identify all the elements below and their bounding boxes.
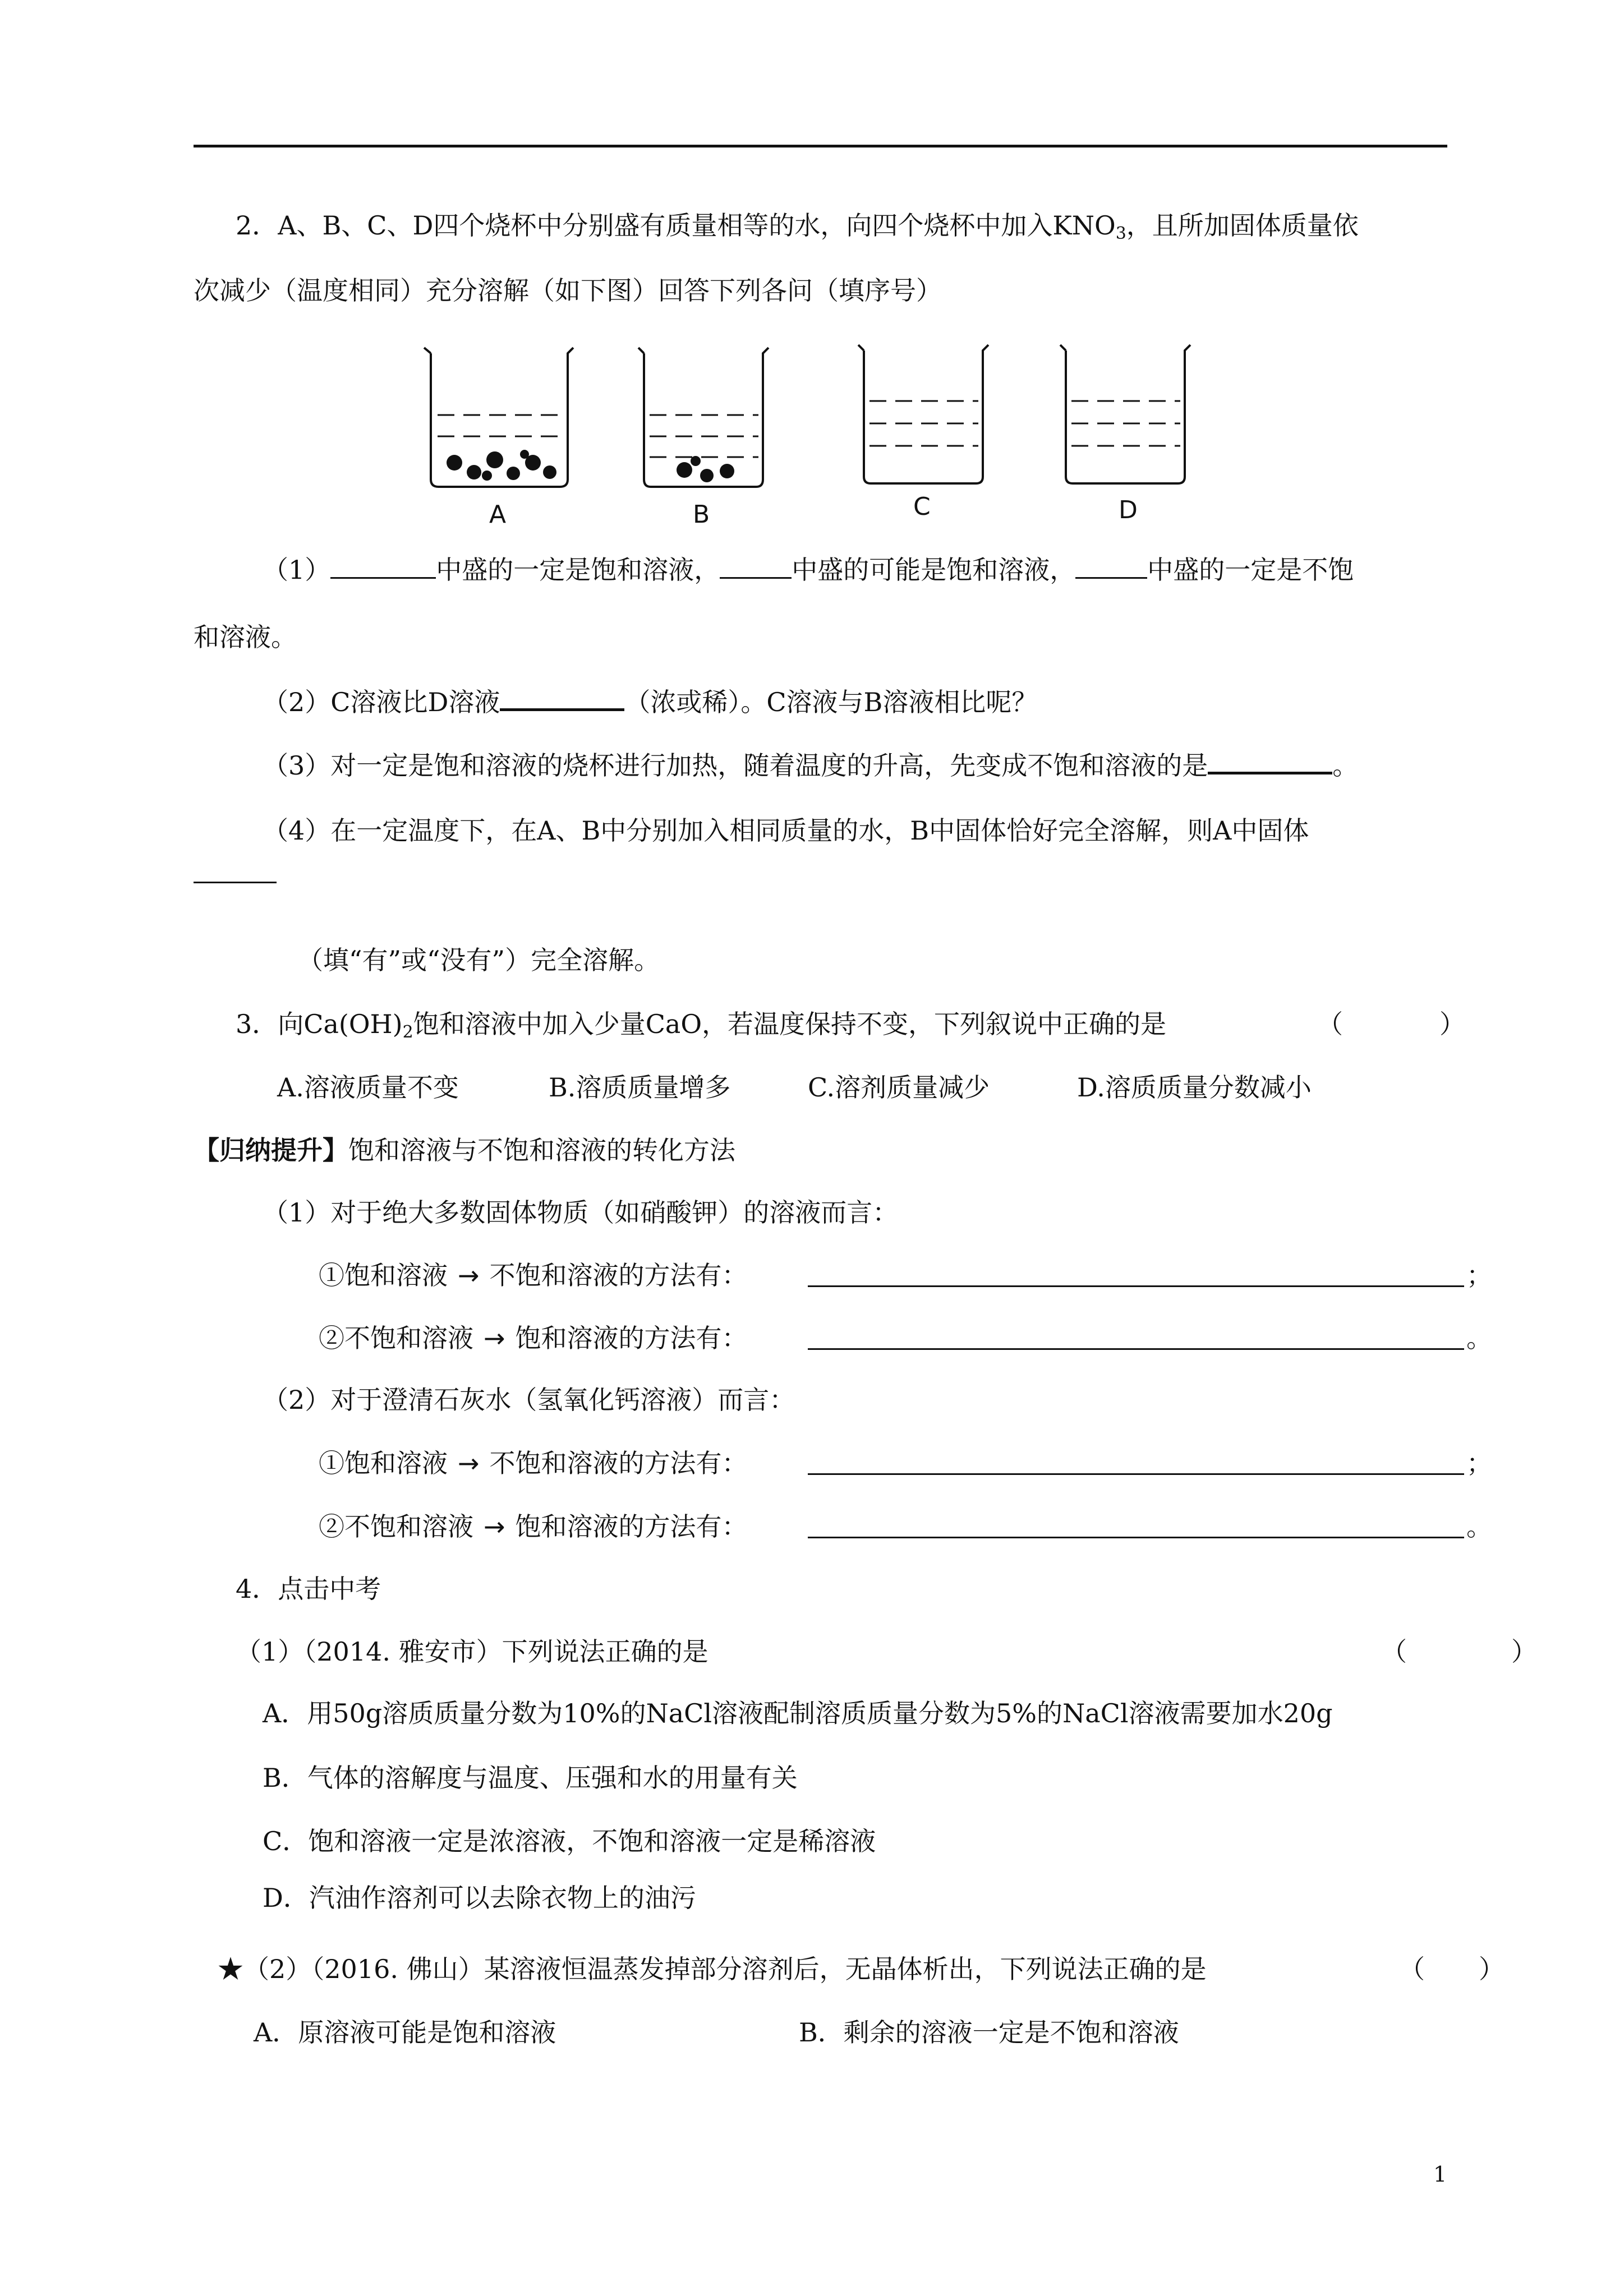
q4-title: 4．点击中考: [236, 1574, 381, 1604]
beaker-d-outline: [1060, 345, 1190, 483]
answer-blank[interactable]: [194, 882, 277, 883]
summary-part2-a: ①饱和溶液 → 不饱和溶液的方法有：: [319, 1446, 748, 1480]
page-number: 1: [1433, 2162, 1447, 2187]
q4-sub2-option-b: B．剩余的溶液一定是不饱和溶液: [799, 2017, 1179, 2048]
beaker-label-b: B: [693, 500, 710, 529]
answer-blank[interactable]: [808, 1451, 1464, 1475]
answer-blank[interactable]: [808, 1514, 1464, 1538]
q4-sub1-option-d: D．汽油作溶剂可以去除衣物上的油污: [263, 1883, 696, 1913]
q4-sub1-stem: （1）（2014. 雅安市）下列说法正确的是: [236, 1636, 709, 1667]
summary-part2-a-end: ；: [1466, 1448, 1492, 1478]
summary-part1-a-end: ；: [1466, 1260, 1492, 1290]
q2-intro-line2: 次减少（温度相同）充分溶解（如下图）回答下列各问（填序号）: [194, 275, 942, 306]
answer-blank[interactable]: [500, 686, 624, 711]
beaker-b-outline: [638, 348, 769, 487]
q3-option-b: B.溶质质量增多: [549, 1072, 731, 1103]
q3-option-a: A.溶液质量不变: [277, 1072, 459, 1103]
q4-sub2-stem: ★（2）（2016. 佛山）某溶液恒温蒸发掉部分溶剂后，无晶体析出，下列说法正确的是: [218, 1954, 1207, 1984]
arrow-icon: →: [484, 1323, 505, 1353]
q2-part2: （2）C溶液比D溶液 （浓或稀）。C溶液与B溶液相比呢？: [263, 687, 1038, 717]
summary-part2-b: ②不饱和溶液 → 饱和溶液的方法有：: [319, 1510, 748, 1543]
q4-sub1-option-c: C．饱和溶液一定是浓溶液，不饱和溶液一定是稀溶液: [263, 1826, 876, 1856]
arrow-icon: →: [458, 1260, 480, 1290]
q4-sub1-option-a: A．用50g溶质质量分数为10%的NaCl溶液配制溶质质量分数为5%的NaCl溶液需要加水20g: [263, 1698, 1333, 1728]
beakers-figure: [415, 342, 1212, 533]
summary-part1-b-end: 。: [1466, 1323, 1492, 1353]
arrow-icon: →: [484, 1511, 505, 1542]
summary-part2-b-end: 。: [1466, 1511, 1492, 1542]
beaker-a-solid: [447, 450, 556, 481]
q4-sub2-paren-left: （: [1399, 1954, 1425, 1984]
answer-blank[interactable]: [330, 555, 436, 579]
summary-part1-b: ②不饱和溶液 → 饱和溶液的方法有：: [319, 1321, 748, 1355]
arrow-icon: →: [458, 1448, 480, 1478]
beaker-label-d: D: [1119, 496, 1138, 524]
q4-sub1-paren-right: ）: [1511, 1636, 1537, 1667]
q3-answer-paren-right: ）: [1439, 1009, 1465, 1039]
summary-part2: （2）对于澄清石灰水（氢氧化钙溶液）而言：: [263, 1385, 795, 1415]
q3-option-d: D.溶质质量分数减小: [1077, 1072, 1312, 1103]
header-rule: [194, 145, 1447, 147]
q3-answer-paren-left: （: [1317, 1009, 1343, 1039]
answer-blank[interactable]: [720, 555, 792, 579]
q3-stem: 3．向$Ca(OH)_2$饱和溶液中加入少量CaO，若温度保持不变，下列叙说中正确的是: [236, 1009, 1167, 1042]
summary-heading: 【归纳提升】饱和溶液与不饱和溶液的转化方法: [194, 1135, 735, 1165]
q2-part4-line1: （4）在一定温度下，在A、B中分别加入相同质量的水，B中固体恰好完全溶解，则A中固体: [263, 815, 1309, 846]
summary-part1-a: ①饱和溶液 → 不饱和溶液的方法有：: [319, 1258, 748, 1292]
beakers-svg: [415, 342, 1212, 533]
q2-part4-line2: （填“有”或“没有”）完全溶解。: [297, 945, 660, 975]
q3-option-c: C.溶剂质量减少: [808, 1072, 990, 1103]
q2-intro-line1: 2．A、B、C、D四个烧杯中分别盛有质量相等的水，向四个烧杯中加入$KNO_3$，且所加固体质量依: [236, 210, 1359, 243]
q4-sub2-paren-right: ）: [1479, 1954, 1505, 1984]
q2-part1-line1: （1） 中盛的一定是饱和溶液， 中盛的可能是饱和溶液， 中盛的一定是不饱: [263, 555, 1354, 585]
q4-sub1-option-b: B．气体的溶解度与温度、压强和水的用量有关: [263, 1763, 798, 1793]
answer-blank[interactable]: [1208, 749, 1332, 774]
summary-part1: （1）对于绝大多数固体物质（如硝酸钾）的溶液而言：: [263, 1197, 899, 1228]
beaker-label-c: C: [913, 492, 931, 521]
answer-blank[interactable]: [808, 1326, 1464, 1350]
beaker-label-a: A: [489, 500, 507, 529]
beaker-b-solid: [677, 456, 734, 482]
q4-sub2-option-a: A．原溶液可能是饱和溶液: [254, 2017, 556, 2048]
q2-part1-line2: 和溶液。: [194, 622, 297, 652]
answer-blank[interactable]: [1075, 555, 1147, 579]
beaker-c-outline: [858, 345, 988, 483]
answer-blank[interactable]: [808, 1263, 1464, 1287]
q2-part3: （3）对一定是饱和溶液的烧杯进行加热，随着温度的升高，先变成不饱和溶液的是 。: [263, 750, 1359, 781]
q4-sub1-paren-left: （: [1381, 1636, 1407, 1667]
